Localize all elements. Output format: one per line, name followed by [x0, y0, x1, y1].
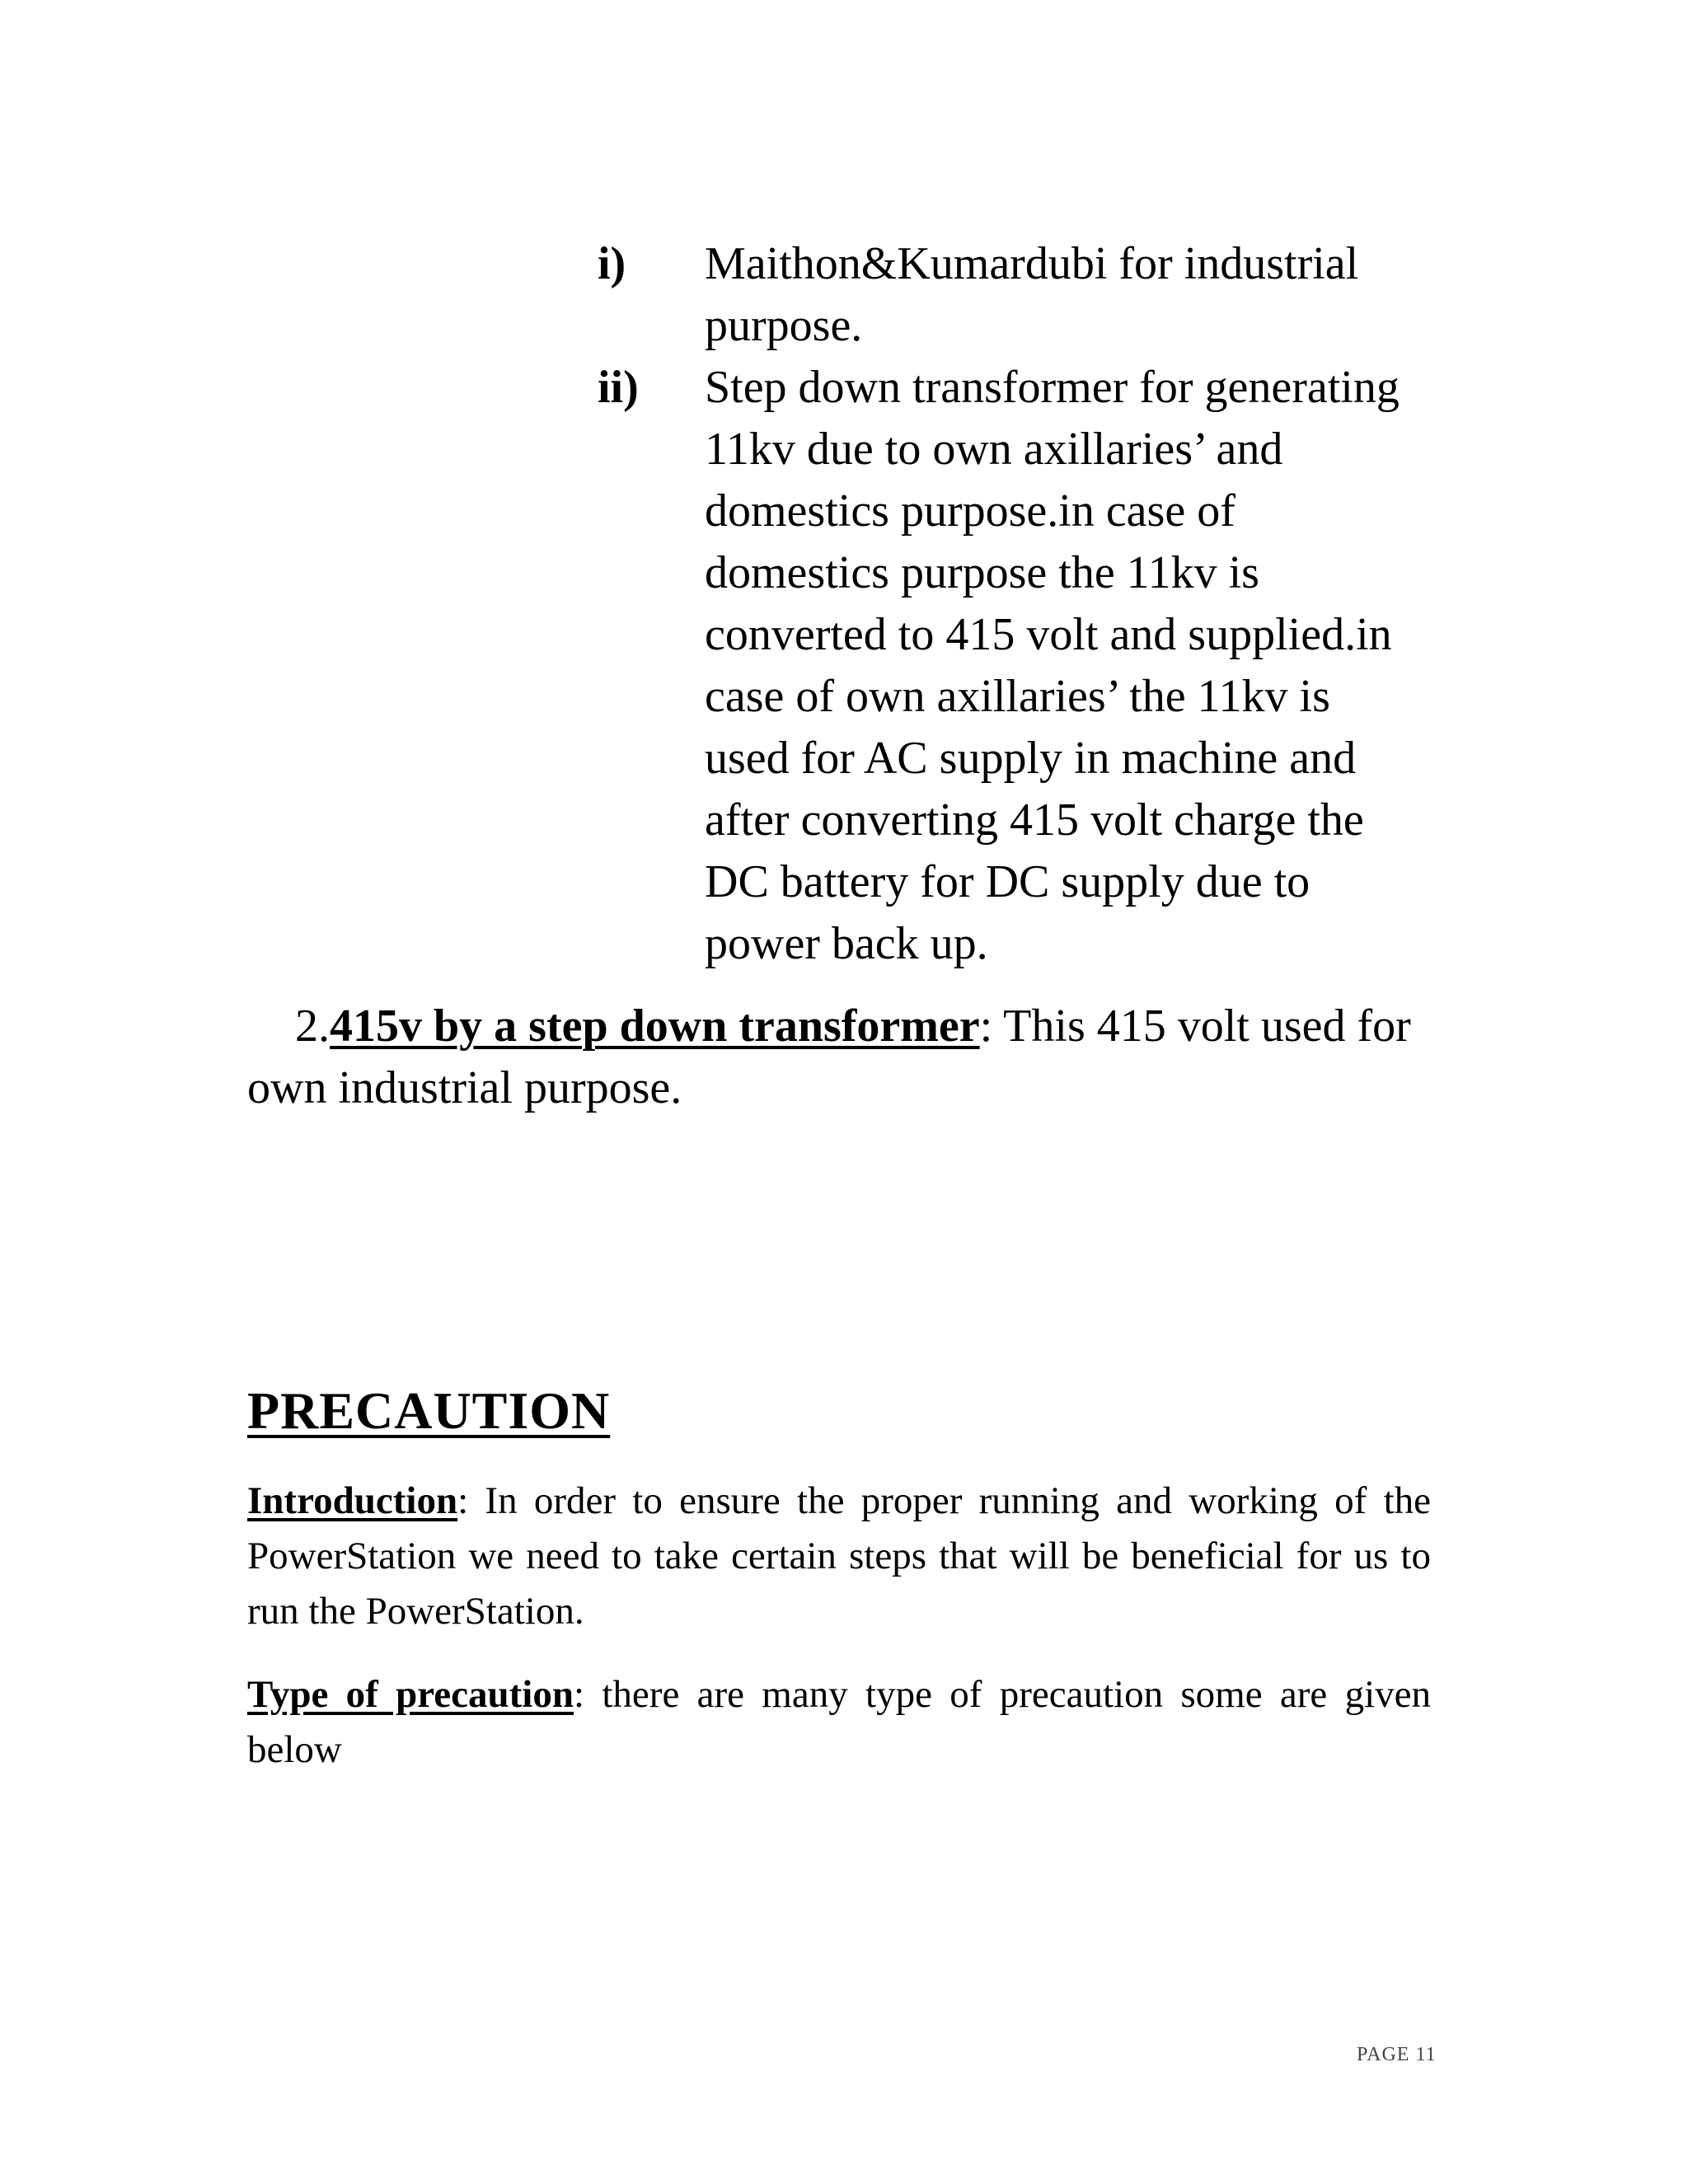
list-item-number: i) — [598, 238, 626, 289]
introduction-label: Introduction — [247, 1479, 458, 1522]
type-of-precaution-paragraph — [247, 1667, 1431, 1778]
step-down-415v-paragraph — [247, 996, 1434, 1119]
type-of-precaution-text: : there are many type of precaution some are given below — [247, 1673, 1432, 1771]
paragraph-number: 2. — [295, 1001, 330, 1052]
paragraph-heading: 415v by a step down transformer — [330, 1001, 980, 1052]
paragraph-text: : This 415 volt used for own industrial purpose. — [247, 1001, 1411, 1113]
introduction-paragraph — [247, 1474, 1431, 1639]
list-item-number: ii) — [598, 362, 639, 413]
section-title: PRECAUTION — [247, 1381, 611, 1440]
page-number: PAGE 11 — [1357, 2044, 1437, 2065]
introduction-text: : In order to ensure the proper running and working of the PowerStation we need to take certain steps that will be beneficial for us to run the PowerStation. — [247, 1479, 1431, 1633]
list-item-text: Step down transformer for generating 11kv due to own axillaries’ and domestics purpose.in case of domestics purpose the 11kv is converted to 415 volt and supplied.in case of own axillaries’ the 11kv is used for AC supply in machine and after converting 415 volt charge the DC battery for DC supply due to power back up. — [705, 362, 1400, 969]
list-item — [598, 357, 1422, 975]
list-item — [598, 233, 1422, 357]
roman-numbered-list — [598, 233, 1422, 975]
list-item-text: Maithon&Kumardubi for industrial purpose. — [705, 238, 1359, 351]
type-of-precaution-label: Type of precaution — [247, 1673, 574, 1716]
